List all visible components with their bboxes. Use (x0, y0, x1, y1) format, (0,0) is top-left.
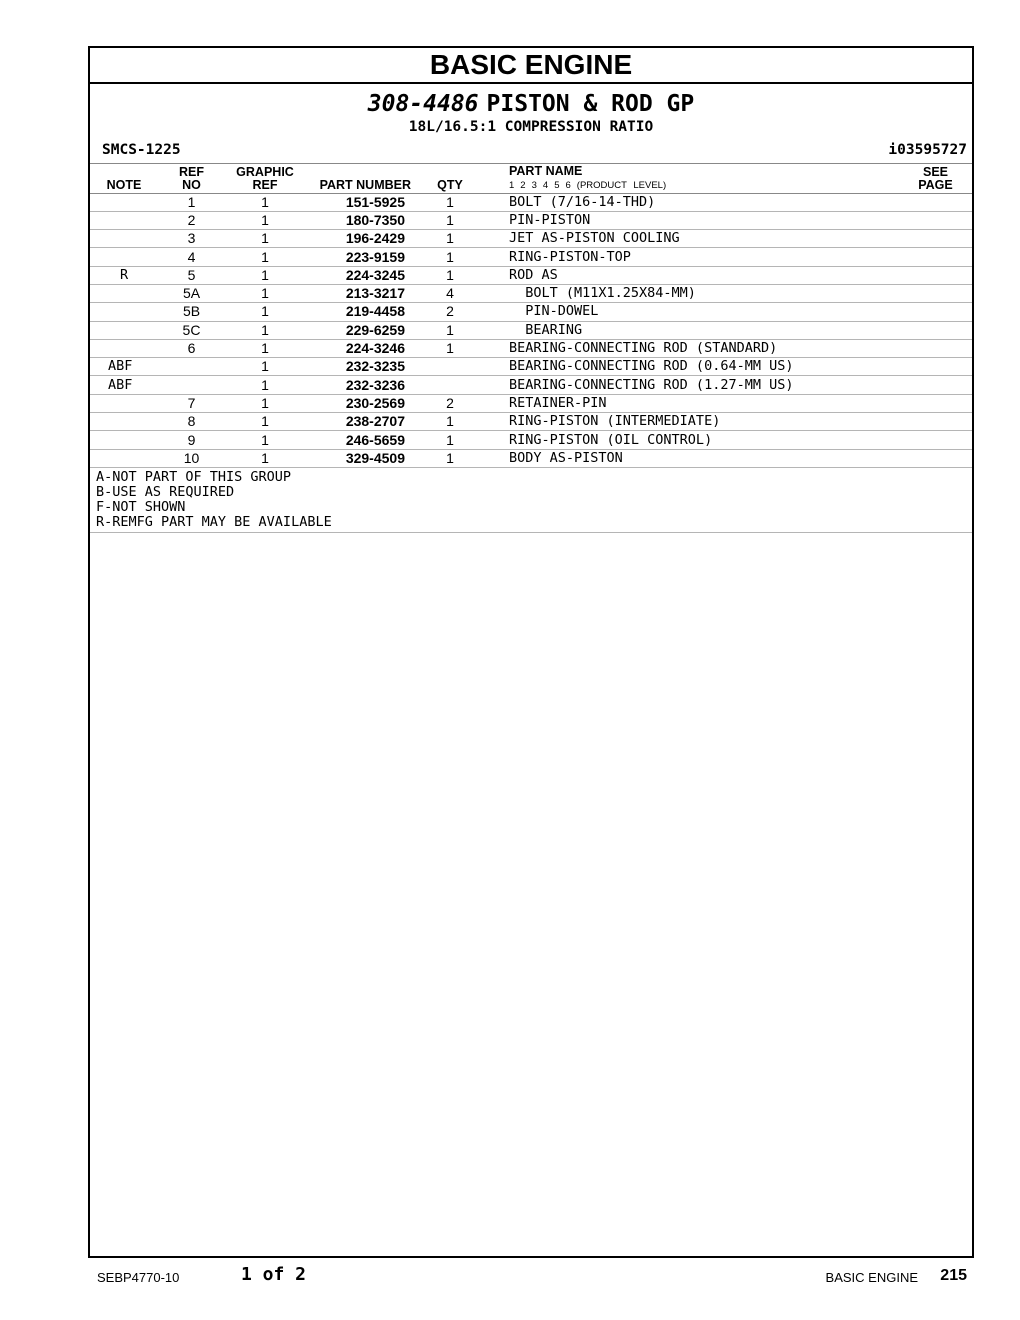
row-ref-no: 5A (158, 284, 225, 302)
row-part-name: JET AS-PISTON COOLING (491, 230, 899, 248)
row-part-name: BEARING-CONNECTING ROD (STANDARD) (491, 339, 899, 357)
table-row (90, 321, 972, 339)
table-row (90, 449, 972, 467)
row-note (90, 193, 158, 211)
row-part-name: RING-PISTON-TOP (491, 248, 899, 266)
group-title (90, 91, 972, 117)
row-graphic-ref: 1 (225, 284, 305, 302)
table-row (90, 376, 972, 394)
table-row (90, 266, 972, 284)
row-qty: 1 (421, 321, 491, 339)
row-note (90, 230, 158, 248)
row-part-name: BOLT (7/16-14-THD) (491, 193, 899, 211)
row-ref-no: 4 (158, 248, 225, 266)
row-qty (421, 376, 491, 394)
row-part-number: 232-3235 (305, 358, 421, 376)
footer-section: BASIC ENGINE (825, 1270, 918, 1285)
row-ref-no: 6 (158, 339, 225, 357)
row-part-number: 223-9159 (305, 248, 421, 266)
row-ref-no: 5B (158, 303, 225, 321)
row-part-name: RETAINER-PIN (491, 394, 899, 412)
row-note: R (90, 266, 158, 284)
row-graphic-ref: 1 (225, 248, 305, 266)
row-note (90, 394, 158, 412)
row-see-page (899, 376, 972, 394)
row-graphic-ref: 1 (225, 376, 305, 394)
row-ref-no: 5C (158, 321, 225, 339)
row-graphic-ref: 1 (225, 230, 305, 248)
row-part-name: RING-PISTON (INTERMEDIATE) (491, 413, 899, 431)
illustration-id: i03595727 (888, 142, 967, 158)
row-see-page (899, 211, 972, 229)
row-see-page (899, 303, 972, 321)
row-see-page (899, 358, 972, 376)
row-see-page (899, 284, 972, 302)
row-see-page (899, 321, 972, 339)
row-ref-no (158, 358, 225, 376)
row-part-name: BOLT (M11X1.25X84-MM) (491, 284, 899, 302)
col-note: NOTE (106, 177, 142, 192)
row-see-page (899, 413, 972, 431)
row-see-page (899, 230, 972, 248)
row-part-name: PIN-PISTON (491, 211, 899, 229)
row-note (90, 303, 158, 321)
row-qty: 1 (421, 230, 491, 248)
row-note (90, 413, 158, 431)
row-qty: 1 (421, 211, 491, 229)
product-levels: 1 2 3 4 5 6 (PRODUCT LEVEL) (509, 179, 667, 191)
row-part-number: 246-5659 (305, 431, 421, 449)
col-qty: QTY (437, 177, 463, 192)
row-qty: 1 (421, 248, 491, 266)
row-see-page (899, 266, 972, 284)
smcs-code: SMCS-1225 (102, 142, 181, 158)
col-part-number: PART NUMBER (319, 177, 411, 192)
row-part-number: 196-2429 (305, 230, 421, 248)
page-number: 215 (940, 1267, 967, 1284)
smcs-row (90, 137, 972, 164)
notes-legend (90, 468, 972, 533)
row-part-number: 224-3246 (305, 339, 421, 357)
row-note (90, 431, 158, 449)
group-subtitle: 18L/16.5:1 COMPRESSION RATIO (408, 119, 654, 135)
row-qty: 1 (421, 266, 491, 284)
row-qty: 1 (421, 431, 491, 449)
row-part-name: ROD AS (491, 266, 899, 284)
row-part-number: 232-3236 (305, 376, 421, 394)
row-part-name: BODY AS-PISTON (491, 449, 899, 467)
row-ref-no: 9 (158, 431, 225, 449)
row-qty: 1 (421, 449, 491, 467)
table-row (90, 431, 972, 449)
table-row (90, 303, 972, 321)
row-note (90, 449, 158, 467)
row-note (90, 339, 158, 357)
page-footer (0, 1258, 1020, 1298)
row-qty: 1 (421, 193, 491, 211)
col-part-name: PART NAME 1 2 3 4 5 6 (PRODUCT LEVEL) (491, 164, 899, 193)
legend-item: A-NOT PART OF THIS GROUP (96, 468, 292, 485)
row-qty: 1 (421, 339, 491, 357)
row-note: ABF (90, 376, 158, 394)
col-ref-no: REF NO (179, 164, 204, 192)
row-part-name: PIN-DOWEL (491, 303, 899, 321)
row-see-page (899, 431, 972, 449)
row-part-name: BEARING-CONNECTING ROD (1.27-MM US) (491, 376, 899, 394)
table-row (90, 394, 972, 412)
group-part-number: 308-4486 (367, 91, 479, 117)
row-part-number: 238-2707 (305, 413, 421, 431)
document-number: SEBP4770-10 (97, 1270, 180, 1285)
table-row (90, 193, 972, 211)
row-part-number: 213-3217 (305, 284, 421, 302)
row-see-page (899, 449, 972, 467)
row-graphic-ref: 1 (225, 339, 305, 357)
row-part-number: 180-7350 (305, 211, 421, 229)
group-name: PISTON & ROD GP (486, 91, 695, 117)
row-qty: 2 (421, 394, 491, 412)
table-row (90, 284, 972, 302)
row-ref-no: 7 (158, 394, 225, 412)
row-ref-no: 3 (158, 230, 225, 248)
row-note (90, 321, 158, 339)
row-graphic-ref: 1 (225, 449, 305, 467)
table-row (90, 413, 972, 431)
row-ref-no (158, 376, 225, 394)
row-qty: 2 (421, 303, 491, 321)
row-ref-no: 5 (158, 266, 225, 284)
row-graphic-ref: 1 (225, 394, 305, 412)
row-note (90, 211, 158, 229)
legend-item: R-REMFG PART MAY BE AVAILABLE (96, 513, 332, 530)
row-graphic-ref: 1 (225, 413, 305, 431)
parts-table-header (90, 164, 972, 193)
col-graphic-ref: GRAPHIC REF (236, 164, 294, 192)
row-part-number: 151-5925 (305, 193, 421, 211)
row-see-page (899, 193, 972, 211)
row-ref-no: 10 (158, 449, 225, 467)
parts-page-frame (88, 46, 974, 1258)
row-see-page (899, 394, 972, 412)
row-graphic-ref: 1 (225, 358, 305, 376)
row-part-number: 230-2569 (305, 394, 421, 412)
row-part-number: 329-4509 (305, 449, 421, 467)
row-qty (421, 358, 491, 376)
row-note (90, 284, 158, 302)
parts-table (90, 164, 972, 468)
table-row (90, 230, 972, 248)
row-note: ABF (90, 358, 158, 376)
row-ref-no: 8 (158, 413, 225, 431)
row-qty: 4 (421, 284, 491, 302)
col-see-page: SEE PAGE (918, 164, 953, 192)
row-see-page (899, 248, 972, 266)
table-row (90, 248, 972, 266)
row-graphic-ref: 1 (225, 431, 305, 449)
page-of-indicator: 1 of 2 (241, 1264, 307, 1285)
row-see-page (899, 339, 972, 357)
row-graphic-ref: 1 (225, 321, 305, 339)
row-graphic-ref: 1 (225, 303, 305, 321)
row-ref-no: 2 (158, 211, 225, 229)
row-part-name: RING-PISTON (OIL CONTROL) (491, 431, 899, 449)
table-row (90, 211, 972, 229)
legend-item: B-USE AS REQUIRED (96, 483, 235, 500)
table-row (90, 339, 972, 357)
legend-item: F-NOT SHOWN (96, 498, 186, 515)
table-row (90, 358, 972, 376)
row-part-number: 224-3245 (305, 266, 421, 284)
row-part-name: BEARING-CONNECTING ROD (0.64-MM US) (491, 358, 899, 376)
section-title: BASIC ENGINE (90, 48, 972, 84)
row-part-number: 219-4458 (305, 303, 421, 321)
row-part-name: BEARING (491, 321, 899, 339)
row-note (90, 248, 158, 266)
row-part-number: 229-6259 (305, 321, 421, 339)
row-graphic-ref: 1 (225, 266, 305, 284)
row-graphic-ref: 1 (225, 193, 305, 211)
row-qty: 1 (421, 413, 491, 431)
row-ref-no: 1 (158, 193, 225, 211)
row-graphic-ref: 1 (225, 211, 305, 229)
